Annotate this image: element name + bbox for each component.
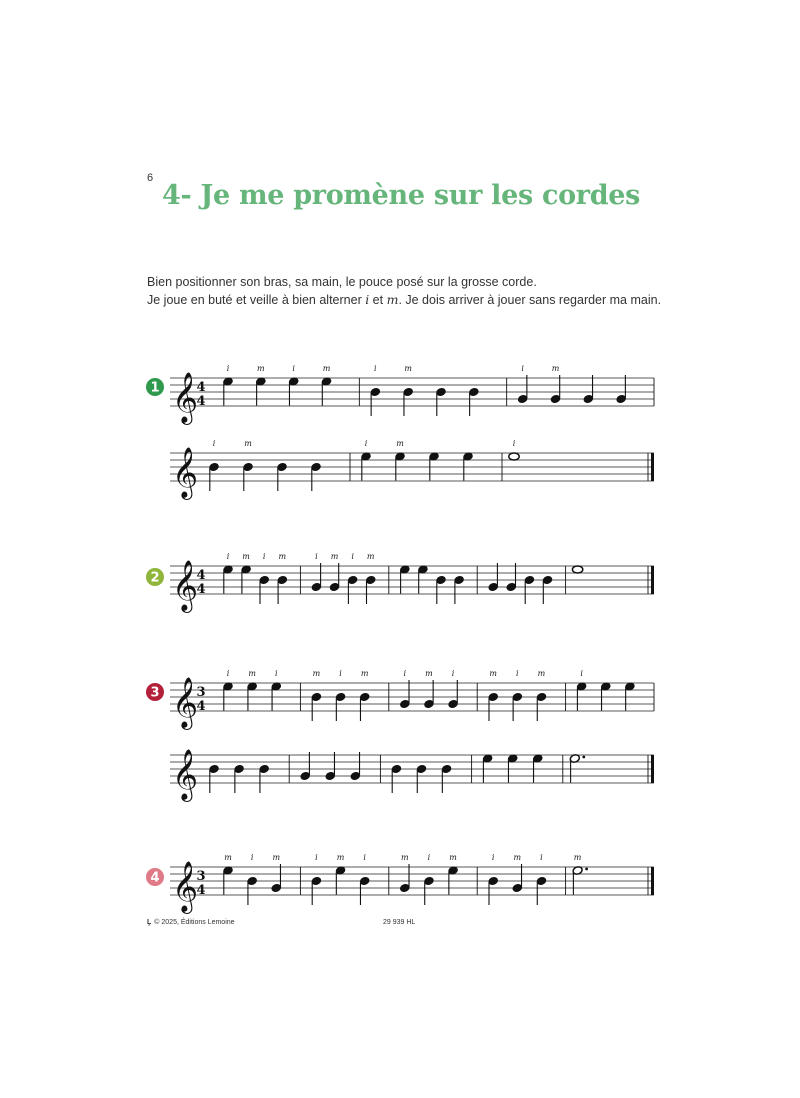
fingering-i: i	[315, 552, 318, 561]
final-barline	[651, 755, 654, 783]
staff-system	[170, 439, 654, 491]
exercise-2	[146, 552, 654, 604]
page-title: 4- Je me promène sur les cordes	[162, 180, 641, 211]
fingering-i: i	[540, 853, 543, 862]
fingering-i: i	[226, 364, 230, 373]
exercise-number: 4	[150, 870, 160, 886]
fingering-i: i	[212, 439, 216, 448]
fingering-m: m	[404, 364, 412, 373]
treble-clef-icon: 𝄞	[172, 677, 199, 728]
fingering-i: i	[315, 853, 318, 862]
time-signature-denominator: 4	[196, 883, 206, 898]
fingering-i: i	[521, 364, 524, 373]
fingering-m: m	[401, 853, 409, 862]
fingering-i: i	[374, 364, 377, 373]
exercise-1	[146, 364, 654, 491]
fingering-m: m	[551, 364, 560, 373]
treble-clef-icon: 𝄞	[172, 861, 199, 912]
fingering-m: m	[537, 669, 546, 678]
staff-system	[170, 552, 654, 604]
exercise-number: 2	[150, 570, 160, 586]
final-barline	[651, 867, 654, 895]
fingering-m: m	[322, 364, 331, 373]
instruction-text: . Je dois arriver à jouer sans regarder ma main.	[398, 293, 662, 307]
fingering-m: m	[513, 853, 522, 862]
fingering-m: m	[449, 853, 457, 862]
fingering-i: i	[451, 669, 455, 678]
staff-system	[170, 752, 654, 793]
fingering-m: m	[336, 853, 345, 862]
time-signature-numerator: 4	[196, 568, 206, 583]
fingering-i: i	[491, 853, 495, 862]
fingering-i: i	[364, 439, 368, 448]
fingering-m: m	[257, 364, 265, 373]
publisher-logo-icon: Ḽ	[147, 919, 152, 926]
finger-i: i	[365, 292, 370, 307]
fingering-i: i	[427, 853, 431, 862]
augmentation-dot	[585, 868, 588, 871]
treble-clef-icon: 𝄞	[172, 560, 199, 611]
fingering-m: m	[278, 552, 287, 561]
instruction-text: Je joue en buté et veille à bien alterner	[147, 293, 366, 307]
fingering-m: m	[330, 552, 339, 561]
fingering-i: i	[339, 669, 342, 678]
exercise-number: 1	[150, 380, 160, 396]
staff-system	[170, 853, 654, 905]
fingering-i: i	[363, 853, 366, 862]
staff-system	[170, 364, 654, 416]
fingering-i: i	[351, 552, 354, 561]
exercise-3	[146, 669, 654, 793]
fingering-i: i	[262, 552, 266, 561]
footer-copyright	[147, 919, 235, 926]
fingering-m: m	[425, 669, 433, 678]
copyright-text: © 2025, Éditions Lemoine	[154, 919, 235, 926]
time-signature-denominator: 4	[196, 582, 206, 597]
final-barline	[651, 453, 654, 481]
fingering-i: i	[512, 439, 516, 448]
page-number: 6	[147, 172, 154, 184]
fingering-i: i	[292, 364, 295, 373]
footer-catalog-number: 29 939 HL	[383, 919, 416, 926]
staff-system	[170, 669, 654, 721]
augmentation-dot	[582, 756, 585, 759]
instruction-line-1: Bien positionner son bras, sa main, le pouce posé sur la grosse corde.	[147, 275, 537, 289]
time-signature-denominator: 4	[196, 699, 206, 714]
exercise-4	[146, 853, 654, 905]
fingering-i: i	[274, 669, 278, 678]
fingering-m: m	[272, 853, 281, 862]
fingering-i: i	[403, 669, 407, 678]
time-signature-numerator: 4	[196, 380, 206, 395]
treble-clef-icon: 𝄞	[172, 447, 199, 498]
fingering-m: m	[573, 853, 582, 862]
instruction-text: et	[369, 293, 387, 307]
fingering-i: i	[580, 669, 583, 678]
fingering-m: m	[366, 552, 375, 561]
fingering-i: i	[226, 552, 230, 561]
fingering-m: m	[489, 669, 497, 678]
time-signature-numerator: 3	[196, 685, 206, 700]
fingering-i: i	[516, 669, 519, 678]
time-signature-numerator: 3	[196, 869, 206, 884]
treble-clef-icon: 𝄞	[172, 749, 199, 800]
treble-clef-icon: 𝄞	[172, 372, 199, 423]
exercise-number: 3	[150, 685, 160, 701]
fingering-i: i	[226, 669, 230, 678]
fingering-m: m	[242, 552, 250, 561]
final-barline	[651, 566, 654, 594]
fingering-m: m	[396, 439, 404, 448]
fingering-m: m	[312, 669, 321, 678]
notehead	[509, 453, 519, 460]
fingering-m: m	[360, 669, 369, 678]
fingering-i: i	[250, 853, 254, 862]
fingering-m: m	[224, 853, 232, 862]
fingering-m: m	[244, 439, 252, 448]
time-signature-denominator: 4	[196, 394, 206, 409]
fingering-m: m	[248, 669, 256, 678]
notehead	[572, 566, 582, 573]
finger-m: m	[386, 292, 399, 307]
